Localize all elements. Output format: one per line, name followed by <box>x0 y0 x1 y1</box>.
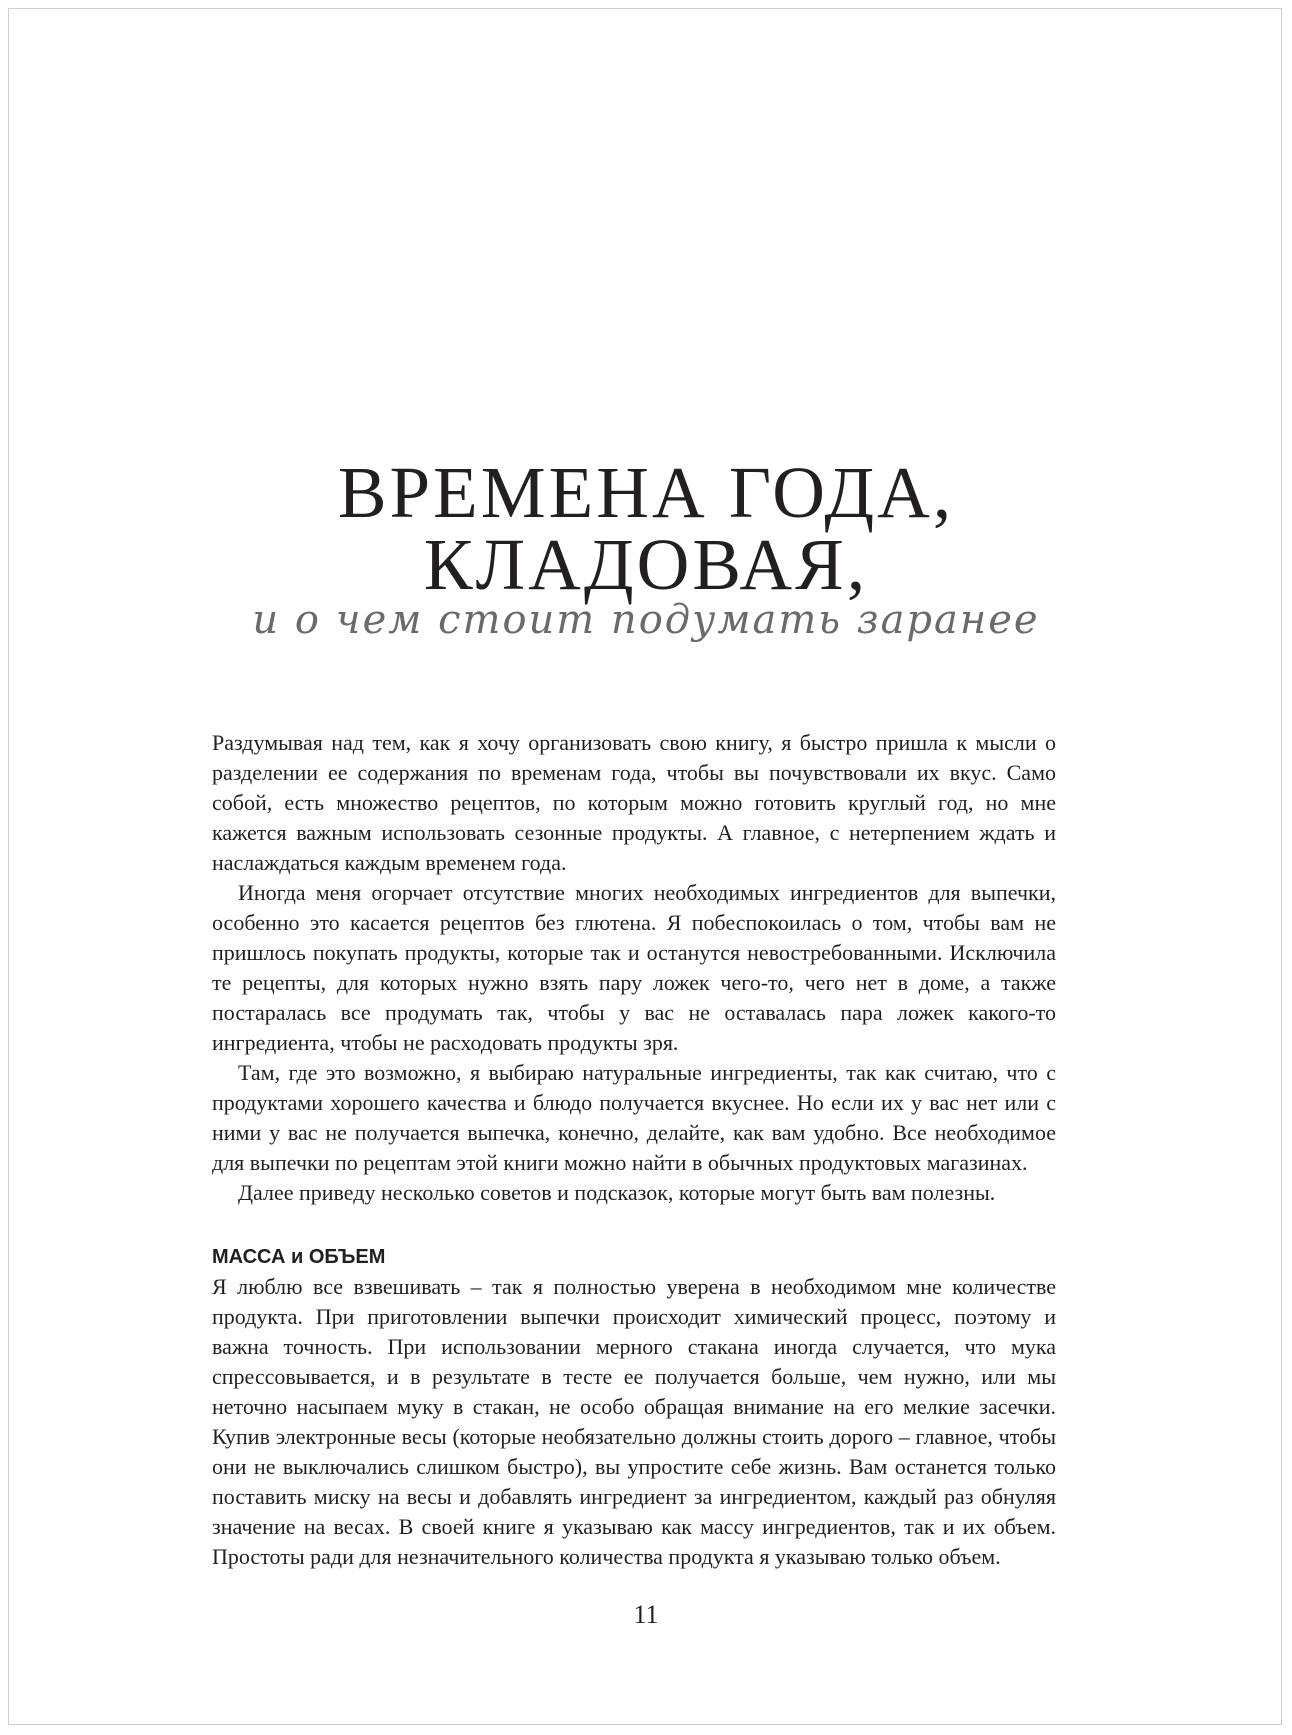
chapter-title-line-2: КЛАДОВАЯ, <box>423 524 869 605</box>
intro-paragraph-3: Там, где это возможно, я выбираю натуральные ингредиенты, так как считаю, что с продуктами хорошего качества и блюдо получается вкуснее. Но если их у вас нет или с ними у вас не получается выпечка, конечно, делайте, как вам удобно. Все необходимое для выпечки по рецептам этой книги можно найти в обычных продуктовых магазинах. <box>212 1060 1056 1175</box>
section-heading: МАССА и ОБЪЕМ <box>212 1246 386 1268</box>
section-paragraph: Я люблю все взвешивать – так я полностью уверена в необходимом мне количестве продукта. При приготовлении выпечки происходит химический процесс, поэтому и важна точность. При использовании мерного стакана иногда случается, что мука спрессовывается, и в результате в тесте ее получается больше, чем нужно, или мы неточно насыпаем муку в стакан, не особо обращая внимание на его мелкие засечки. Купив электронные весы (которые необязательно должны стоить дорого – главное, чтобы они не выключались слишком быстро), вы упростите себе жизнь. Вам останется только поставить миску на весы и добавлять ингредиент за ингредиентом, каждый раз обнуляя значение на весах. В своей книге я указываю как массу ингредиентов, так и их объем. Простоты ради для незначительного количества продукта я указываю только объем. <box>212 1274 1056 1569</box>
weight-volume-section <box>212 1242 1056 1572</box>
chapter-subtitle: и о чем стоит подумать заранее <box>252 597 1040 643</box>
page-number: 11 <box>633 1600 659 1629</box>
intro-paragraph-4: Далее приведу несколько советов и подсказок, которые могут быть вам полезны. <box>238 1180 996 1205</box>
intro-paragraph-1: Раздумывая над тем, как я хочу организовать свою книгу, я быстро пришла к мысли о разделении ее содержания по временам года, чтобы вы почувствовали их вкус. Само собой, есть множество рецептов, по которым можно готовить круглый год, но мне кажется важным использовать сезонные продукты. А главное, с нетерпением ждать и наслаждаться каждым временем года. <box>212 730 1056 875</box>
intro-paragraph-2: Иногда меня огорчает отсутствие многих необходимых ингредиентов для выпечки, особенно это касается рецептов без глютена. Я побеспокоилась о том, чтобы вам не пришлось покупать продукты, которые так и останутся невостребованными. Исключила те рецепты, для которых нужно взять пару ложек чего-то, чего нет в доме, а также постаралась все продумать так, чтобы у вас не оставалась пара ложек какого-то ингредиента, чтобы не расходовать продукты зря. <box>212 880 1056 1055</box>
chapter-title-line-1: ВРЕМЕНА ГОДА, <box>337 452 955 533</box>
intro-text <box>212 728 1056 1208</box>
